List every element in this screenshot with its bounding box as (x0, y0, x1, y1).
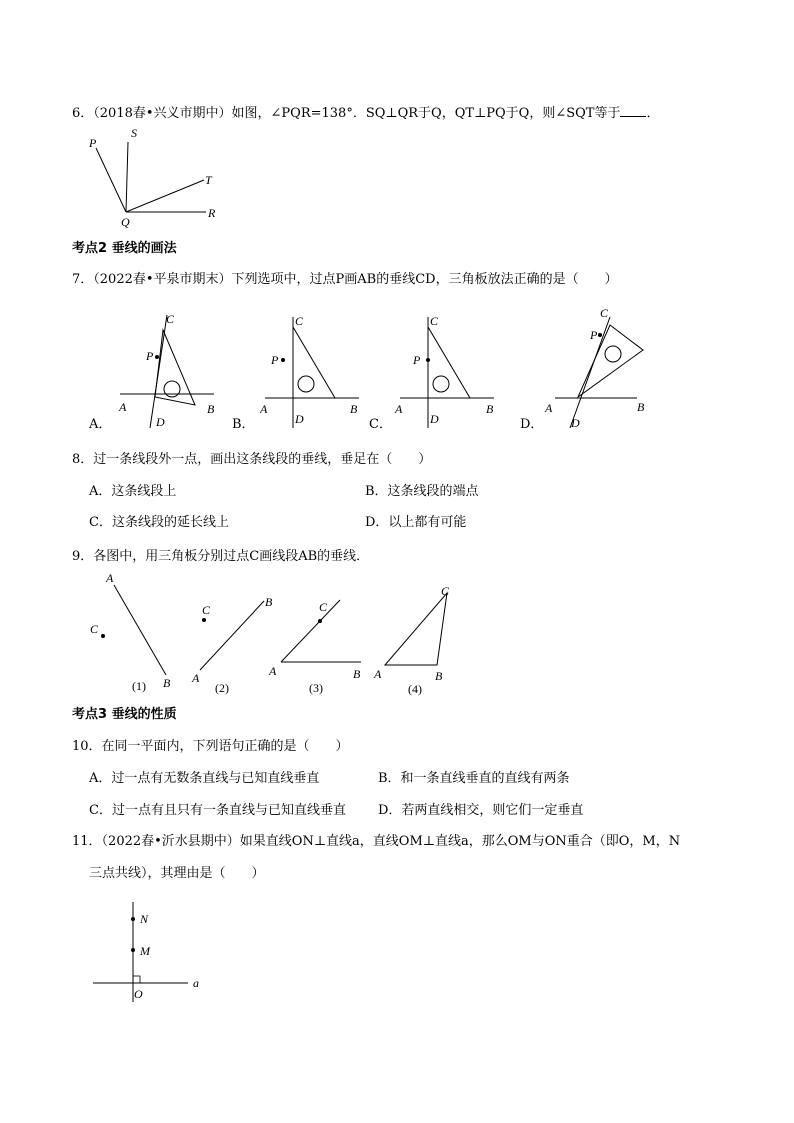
label-T: T (205, 173, 212, 187)
label-D: D (295, 412, 304, 426)
q11-line2: 三点共线），其理由是（ ） (89, 866, 265, 881)
fig1-label-A: A (106, 571, 114, 585)
label-D: D (571, 416, 580, 430)
fig3-label-A: A (269, 664, 277, 678)
label-P: P (413, 353, 421, 367)
section-heading-2: 考点2 垂线的画法 (72, 241, 177, 256)
label-C: C (430, 314, 439, 328)
label-R: R (208, 206, 216, 220)
fig3-label-C: C (319, 600, 328, 614)
label-A: A (545, 401, 553, 415)
q6-end: ． (646, 106, 660, 121)
label-C: C (166, 312, 175, 326)
q8-option-c[interactable]: C．这条线段的延长线上 (89, 515, 229, 530)
fig3-label-B: B (353, 667, 361, 681)
fig2-label-C: C (202, 603, 211, 617)
label-A: A (119, 400, 127, 414)
q7-option-a[interactable]: A． (89, 417, 112, 432)
label-S: S (131, 126, 137, 140)
fig2-label-B: B (265, 595, 273, 609)
q10-option-c[interactable]: C．过一点有且只有一条直线与已知直线垂直 (89, 803, 346, 818)
fig2-label-A: A (192, 671, 200, 685)
label-M: M (140, 944, 150, 958)
q7-option-c-figure (390, 305, 505, 430)
q9-text: 9．各图中，用三角板分别过点C画线段AB的垂线． (72, 549, 370, 564)
label-D: D (156, 415, 165, 429)
label-A: A (260, 402, 268, 416)
q10-option-a[interactable]: A．过一点有无数条直线与已知直线垂直 (89, 771, 320, 786)
label-P: P (271, 353, 279, 367)
q8-option-b[interactable]: B．这条线段的端点 (365, 484, 479, 499)
fig1-label-C: C (90, 622, 99, 636)
label-P: P (146, 349, 154, 363)
q7-option-d[interactable]: D． (520, 417, 544, 432)
q11-figure (90, 896, 220, 1011)
q8-option-a[interactable]: A．这条线段上 (89, 484, 177, 499)
q10-option-d[interactable]: D．若两直线相交，则它们一定垂直 (378, 803, 584, 818)
answer-blank[interactable] (620, 104, 646, 117)
label-A: A (395, 402, 403, 416)
q11-line1: 11．（2022春•沂水县期中）如果直线ON⊥直线a，直线OM⊥直线a，那么OM与ON重合（即O，M，N (72, 834, 681, 849)
label-B: B (637, 400, 645, 414)
label-N: N (140, 912, 149, 926)
label-P: P (590, 328, 598, 342)
label-Q: Q (121, 215, 130, 229)
label-D: D (430, 412, 439, 426)
label-B: B (207, 402, 215, 416)
label-P: P (89, 136, 97, 150)
label-B: B (350, 402, 358, 416)
fig1-caption: (1) (132, 679, 146, 693)
fig4-caption: (4) (408, 682, 422, 696)
label-C: C (600, 306, 609, 320)
q6-stem: 6．（2018春•兴义市期中）如图，∠PQR=138°．SQ⊥QR于Q，QT⊥PQ于Q，则∠SQT等于 (72, 106, 621, 121)
fig4-label-C: C (441, 584, 450, 598)
q6-figure (80, 120, 230, 230)
q10-text: 10．在同一平面内，下列语句正确的是（ ） (72, 739, 349, 754)
label-B: B (486, 402, 494, 416)
q9-figures (85, 568, 475, 703)
q7-option-b[interactable]: B． (232, 417, 255, 432)
q7-option-a-figure (110, 305, 225, 430)
label-O: O (134, 987, 143, 1001)
q7-option-c[interactable]: C． (369, 417, 392, 432)
q8-text: 8．过一条线段外一点，画出这条线段的垂线，垂足在（ ） (72, 452, 432, 467)
fig4-label-B: B (435, 669, 443, 683)
label-a: a (193, 976, 199, 990)
label-C: C (295, 314, 304, 328)
fig1-label-B: B (163, 676, 171, 690)
q7-text: 7．（2022春•平泉市期末）下列选项中，过点P画AB的垂线CD，三角板放法正确的是（ ） (72, 272, 618, 287)
section-heading-3: 考点3 垂线的性质 (72, 707, 177, 722)
fig2-caption: (2) (215, 681, 229, 695)
q7-option-b-figure (255, 305, 370, 430)
q10-option-b[interactable]: B．和一条直线垂直的直线有两条 (378, 771, 570, 786)
q7-option-d-figure (540, 305, 660, 430)
fig3-caption: (3) (309, 681, 323, 695)
fig4-label-A: A (374, 667, 382, 681)
q8-option-d[interactable]: D．以上都有可能 (365, 515, 467, 530)
